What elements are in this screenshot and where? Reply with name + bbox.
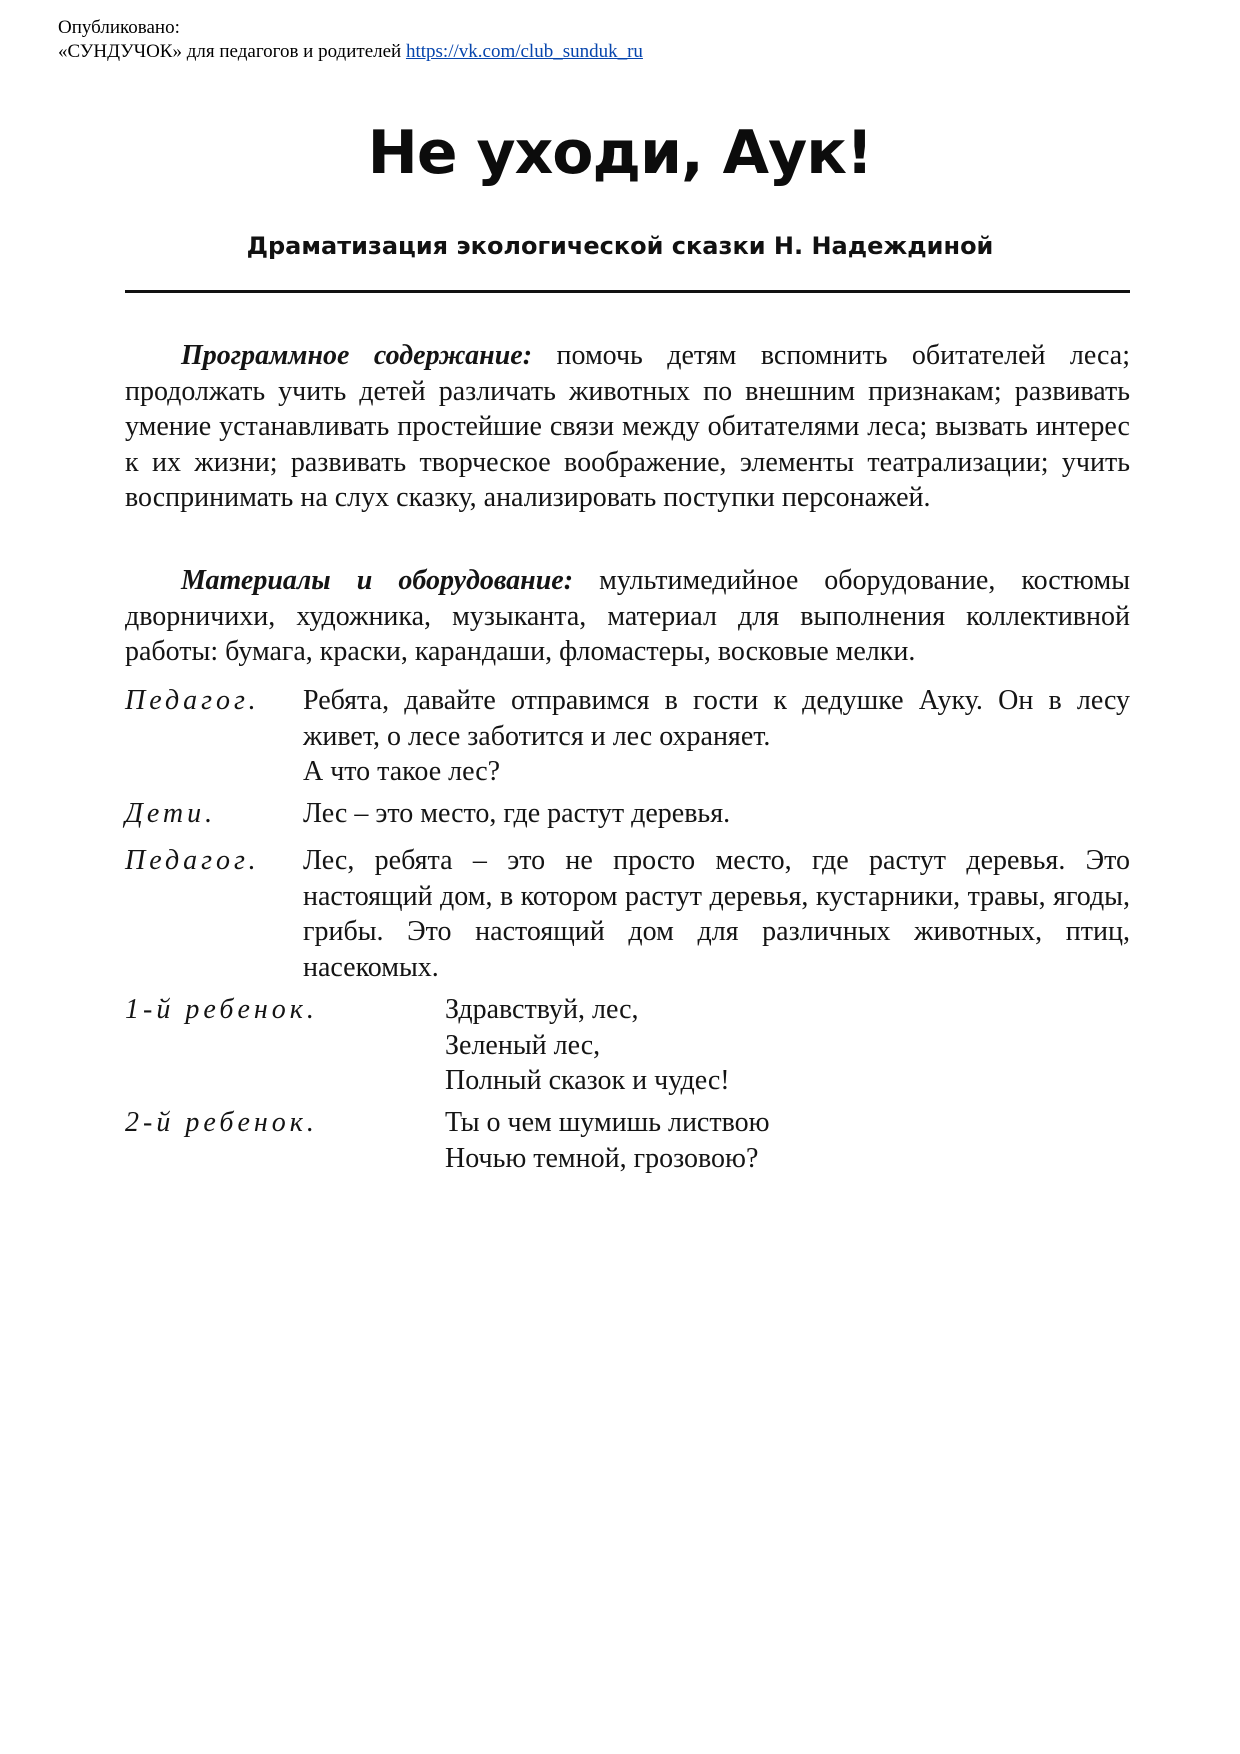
header-source-line (58, 40, 643, 64)
speech-text (303, 843, 1130, 985)
speaker-label: Педагог. (125, 845, 260, 876)
program-content-paragraph (125, 338, 1130, 516)
header-published-label: Опубликовано: (58, 17, 180, 38)
speech-text (303, 683, 1130, 790)
header-source-text: «СУНДУЧОК» для педагогов и родителей (58, 41, 402, 62)
poem-line: Ты о чем шумишь листвою (445, 1107, 770, 1138)
materials-text: мультимедийное оборудование, костюмы дворничихи, художника, музыканта, материал для выполнения коллективной работы: бумага, краски, карандаши, фломастеры, восковые мелки. (125, 565, 1131, 667)
materials-paragraph (125, 563, 1130, 670)
poem-lines (445, 1105, 770, 1176)
page-subtitle: Драматизация экологической сказки Н. Надеждиной (246, 232, 994, 260)
materials-label: Материалы и оборудование: (181, 565, 574, 596)
program-content-text: помочь детям вспомнить обитателей леса; продолжать учить детей различать животных по внешним признакам; развивать умение устанавливать простейшие связи между обитателями леса; вызвать интерес к их жизни; развивать творческое воображение, элементы театрализации; учить воспринимать на слух сказку, анализировать поступки персонажей. (125, 340, 1131, 513)
speech-line: Ребята, давайте отправимся в гости к дедушке Ауку. Он в лесу живет, о лесе заботится и лес охраняет. (303, 685, 1130, 752)
speaker-label: 1-й ребенок. (125, 994, 318, 1025)
speech-text (303, 796, 1130, 832)
title-divider (125, 290, 1130, 293)
program-content-label: Программное содержание: (181, 340, 533, 371)
speech-line: Лес – это место, где растут деревья. (303, 798, 731, 829)
speech-line: А что такое лес? (303, 756, 501, 787)
speaker-label: Педагог. (125, 685, 260, 716)
page-title: Не уходи, Аук! (367, 118, 873, 188)
publication-header (58, 16, 643, 64)
poem-line: Ночью темной, грозовою? (445, 1142, 759, 1174)
poem-line: Полный сказок и чудес! (445, 1065, 730, 1096)
speaker-label: Дети. (125, 798, 217, 829)
poem-lines (445, 992, 730, 1099)
poem-line: Здравствуй, лес, (445, 994, 639, 1025)
source-link[interactable]: https://vk.com/club_sunduk_ru (405, 41, 643, 62)
poem-line: Зеленый лес, (445, 1029, 601, 1061)
speech-line: Лес, ребята – это не просто место, где растут деревья. Это настоящий дом, в котором растут деревья, кустарники, травы, ягоды, грибы. Это настоящий дом для различных животных, птиц, насекомых. (303, 845, 1130, 983)
speaker-label: 2-й ребенок. (125, 1107, 318, 1138)
